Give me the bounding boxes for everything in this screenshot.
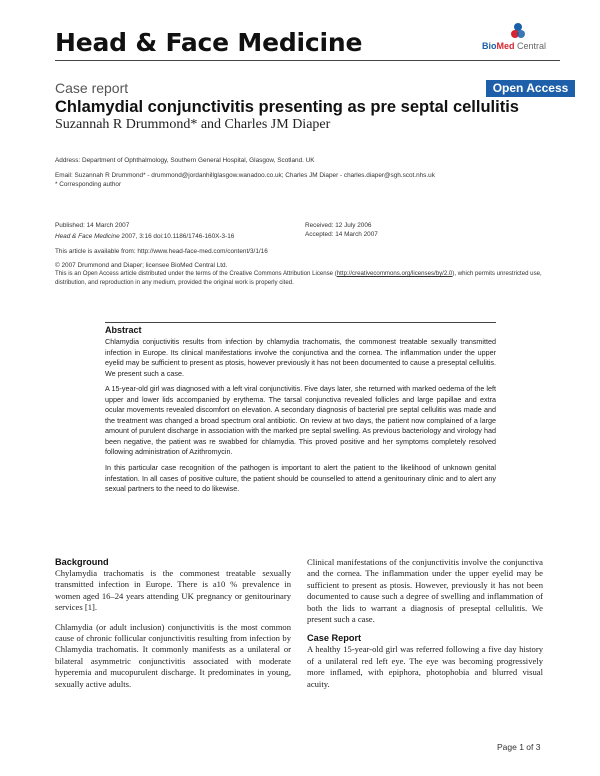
- corresponding-author-note: * Corresponding author: [55, 181, 122, 188]
- biomed-central-icon: [510, 22, 526, 40]
- article-type: Case report: [55, 80, 129, 96]
- citation: [55, 233, 234, 240]
- citation-journal: Head & Face Medicine: [55, 233, 120, 240]
- open-access-badge: Open Access: [486, 80, 575, 97]
- page-number: Page 1 of 3: [497, 742, 541, 752]
- abstract-paragraph: In this particular case recognition of the pathogen is important to alert the patient to the likelihood of unknown genital infestation. In all cases of positive culture, the patient should be counselled to attend a genitourinary clinic and to alert any sexual partners to the need to do likewise.: [105, 463, 496, 494]
- author-address: Address: Department of Ophthalmology, Southern General Hospital, Glasgow, Scotland. UK: [55, 157, 315, 164]
- abstract-paragraph: A 15-year-old girl was diagnosed with a left viral conjunctivitis. Five days later, she returned with marked oedema of the left upper and lower lids accompanied by erythema. The tarsal conjunctiva revealed follicles and large papillae and extra ocular movements revealed discomfort on elevation. A secondary diagnosis of bacterial pre septal cellulitis was made and the treatment was changed a broad spectrum oral antibiotic. On review at two days, the patient now complained of a large amount of purulent discharge in association with the marked pre septal swelling. As previous bacteriology and virology had been negative, the patient was re swabbed for chlamydia. This proved positive and her symptoms completely resolved following administration of Azithromycin.: [105, 384, 496, 457]
- author-list: Suzannah R Drummond* and Charles JM Diaper: [55, 117, 331, 132]
- license-link[interactable]: http://creativecommons.org/licenses/by/2.0: [336, 270, 453, 277]
- body-paragraph: A healthy 15-year-old girl was referred following a five day history of a unilateral red left eye. The eye was becoming progressively more inflamed, with epiphora, photophobia and blurred visual acuity.: [307, 644, 543, 689]
- journal-title: Head & Face Medicine: [55, 28, 363, 57]
- accepted-date: Accepted: 14 March 2007: [305, 231, 378, 238]
- background-heading: Background: [55, 557, 109, 567]
- body-column-right: [307, 557, 543, 698]
- abstract-paragraph: Chlamydia conjuctivitis results from infection by chlamydia trachomatis, the commonest treatable sexually transmitted infection in Europe. Its clinical manifestations involve the conjunctiva and the cornea. The inflammation under the upper eyelid may be sufficient to present as ptosis, however previously it has not been documented to cause a preseptal cellulitis. We present such a case.: [105, 337, 497, 378]
- author-email: Email: Suzannah R Drummond* - drummond@jordanhillglasgow.wanadoo.co.uk; Charles JM Diaper - charles.diaper@sgh.scot.nhs.uk: [55, 172, 435, 179]
- body-column-left: [55, 557, 291, 698]
- copyright-notice: © 2007 Drummond and Diaper; licensee BioMed Central Ltd.: [55, 262, 228, 269]
- body-paragraph: Chylamydia trachomatis is the commonest treatable sexually transmitted infection in Europe. There is a10 % prevalence in women aged 16–24 years attending UK pregnancy or genitourinary services [1].: [55, 568, 291, 613]
- license-notice: This is an Open Access article distributed under the terms of the Creative Commons Attribution License (http://creativecommons.org/licenses/by/2.0), which permits unrestricted use, distribution, and reproduction in any medium, provided the original work is properly cited.: [55, 270, 542, 286]
- article-title: Chlamydial conjunctivitis presenting as pre septal cellulitis: [55, 98, 519, 116]
- published-date: Published: 14 March 2007: [55, 222, 130, 229]
- received-date: Received: 12 July 2006: [305, 222, 372, 229]
- body-paragraph: Chlamydia (or adult inclusion) conjunctivitis is the most common cause of chronic follicular conjunctivitis resulting from infection by Chlamydia trachomatis. It commonly manifests as a unilateral or bilateral asymmetric conjunctivitis associated with moderate hyperemia and mucopurulent discharge. It predominates in young, sexually active adults.: [55, 621, 291, 689]
- abstract-heading: Abstract: [105, 325, 142, 335]
- abstract-section: [105, 322, 496, 500]
- biomed-central-wordmark: BioMed Central: [482, 41, 547, 51]
- title-divider: [55, 60, 560, 61]
- case-report-heading: Case Report: [307, 633, 362, 644]
- citation-details: 2007, 3:16 doi:10.1186/1746-160X-3-16: [119, 233, 235, 240]
- biomed-central-logo: [482, 22, 562, 54]
- body-paragraph: Clinical manifestations of the conjunctivitis involve the conjunctiva and the cornea. The inflammation under the upper eyelid may be sufficient to present as ptosis. However, previously it has not been documented to cause such a degree of swelling and inflammation of both the lids to warrant a diagnosis of preseptal cellulitis. We present such a case.: [307, 557, 543, 625]
- article-availability: This article is available from: http://www.head-face-med.com/content/3/1/16: [55, 248, 268, 255]
